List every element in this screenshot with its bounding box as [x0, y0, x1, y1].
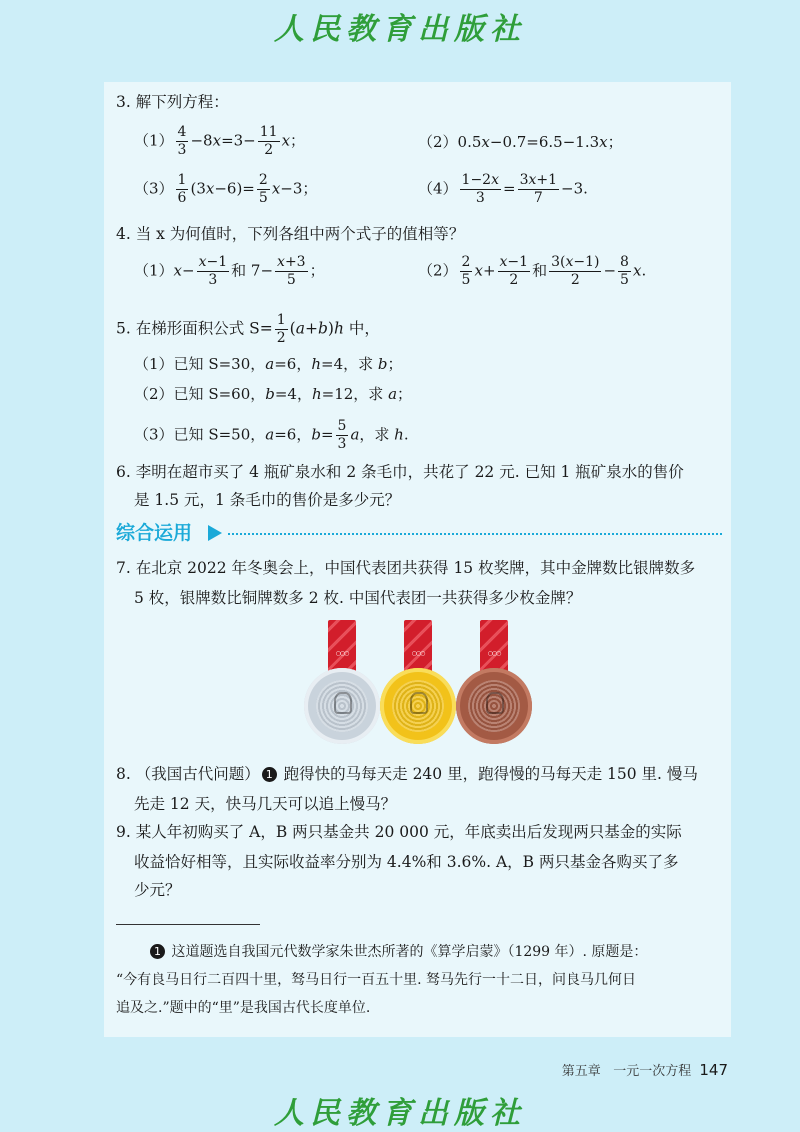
footnote-line-2: “今有良马日行二百四十里，驽马日行一百五十里. 驽马先行一十二日，问良马几何日 — [116, 972, 637, 988]
q8-line-2: 先走 12 天，快马几天可以追上慢马？ — [134, 795, 397, 813]
q8-line-1: 8. （我国古代问题） 1 跑得快的马每天走 240 里，跑得慢的马每天走 150 里. 慢马 — [116, 765, 698, 783]
publisher-watermark-bottom: 人民教育出版社 — [274, 1096, 526, 1131]
chapter-label: 第五章 — [561, 1064, 601, 1079]
q3-item-3: （3） $\frac{1}{6}$ (3x−6)= $\frac{2}{5}$ x−3； — [134, 172, 318, 206]
section-title: 综合运用 — [116, 522, 193, 544]
q4-title: 4. 当 x 为何值时，下列各组中两个式子的值相等？ — [116, 225, 465, 243]
q5-item-3: （3）已知 S=50，a=6，b= $\frac{5}{3}$ a，求 h. — [134, 418, 409, 452]
q3-item-4: （4） $\frac{1-2x}{3}$ = $\frac{3x+1}{7}$ −3. — [418, 172, 588, 206]
gold-medal-image: ○○○ — [380, 620, 456, 740]
page-footer — [548, 1060, 728, 1082]
section-arrow-icon — [208, 525, 222, 541]
q9-line-2: 收益恰好相等，且实际收益率分别为 4.4%和 3.6%. A，B 两只基金各购买了多 — [134, 853, 679, 871]
footnote-line-1: 1 这道题选自我国元代数学家朱世杰所著的《算学启蒙》（1299 年）. 原题是： — [148, 942, 647, 962]
page-number: 147 — [699, 1061, 728, 1079]
publisher-watermark-top: 人民教育出版社 — [274, 12, 526, 47]
q7-line-2: 5 枚，银牌数比铜牌数多 2 枚. 中国代表团一共获得多少枚金牌？ — [134, 589, 582, 607]
footnote-divider — [116, 924, 260, 925]
q6-line-1: 6. 李明在超市买了 4 瓶矿泉水和 2 条毛巾，共花了 22 元. 已知 1 瓶矿泉水的售价 — [116, 463, 684, 481]
q6-line-2: 是 1.5 元，1 条毛巾的售价是多少元？ — [134, 491, 401, 509]
section-header — [116, 519, 722, 547]
q9-line-1: 9. 某人年初购买了 A，B 两只基金共 20 000 元，年底卖出后发现两只基金的实际 — [116, 823, 682, 841]
q9-line-3: 少元？ — [134, 881, 181, 899]
chapter-title: 一元一次方程 — [613, 1064, 692, 1079]
footnote-line-3: 追及之.”题中的“里”是我国古代长度单位. — [116, 1000, 371, 1016]
q3-title: 3. 解下列方程： — [116, 93, 229, 111]
footnote-marker-icon: 1 — [262, 767, 277, 782]
bronze-medal-image: ○○○ — [456, 620, 532, 740]
footnote-number-icon: 1 — [150, 944, 165, 959]
q4-item-2: （2） $\frac{2}{5}$ x+ $\frac{x-1}{2}$ 和 $\frac{3(x-1)}{2}$ − $\frac{8}{5}$ x. — [418, 254, 647, 288]
q5-item-2: （2）已知 S=60，b=4，h=12，求 a； — [134, 385, 413, 403]
section-divider — [228, 533, 722, 535]
q5-title: 5. 在梯形面积公式 S= $\frac{1}{2}$ (a+b)h 中， — [116, 312, 380, 346]
q3-item-1: （1） $\frac{4}{3}$ −8x=3− $\frac{11}{2}$ x； — [134, 124, 306, 158]
q5-item-1: （1）已知 S=30，a=6，h=4，求 b； — [134, 355, 403, 373]
q4-item-1: （1）x− $\frac{x-1}{3}$ 和 7− $\frac{x+3}{5}$ ； — [134, 254, 325, 288]
q7-line-1: 7. 在北京 2022 年冬奥会上，中国代表团共获得 15 枚奖牌，其中金牌数比银牌数多 — [116, 559, 696, 577]
q3-item-2: （2）0.5x−0.7=6.5−1.3x； — [418, 133, 623, 151]
silver-medal-image: ○○○ — [304, 620, 380, 740]
